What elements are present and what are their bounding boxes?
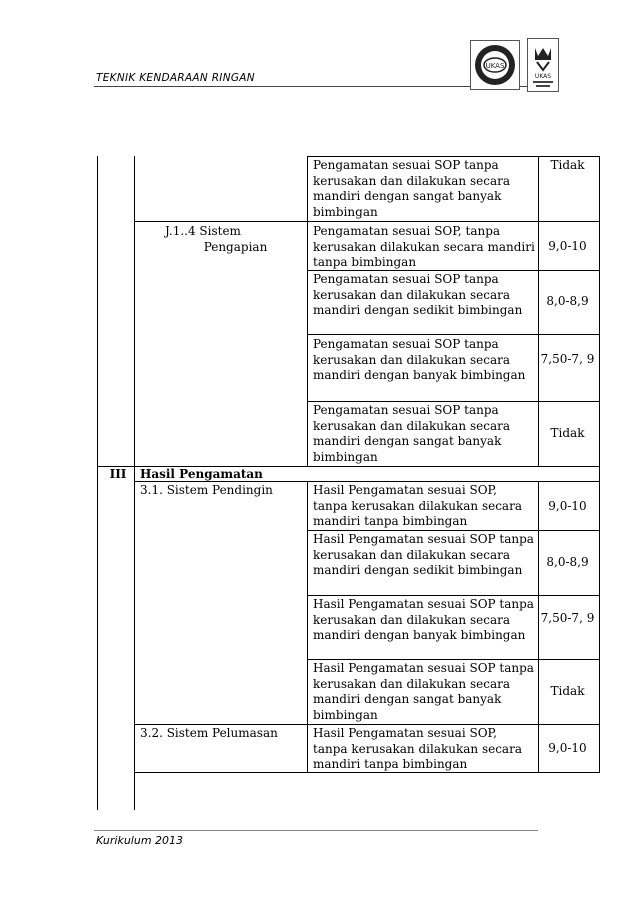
row-line <box>307 334 600 335</box>
score-cell: 8,0-8,9 <box>546 555 589 569</box>
criteria-cell: Hasil Pengamatan sesuai SOP tanpa kerusakan dan dilakukan secara mandiri dengan sangat banyak bimbingan <box>313 661 534 722</box>
subject-cell: J.1..4 Sistem <box>165 224 241 238</box>
col-line-section <box>134 156 135 810</box>
criteria-cell: Pengamatan sesuai SOP tanpa kerusakan dan dilakukan secara mandiri dengan sangat banyak bimbingan <box>313 158 511 219</box>
row-line <box>307 595 600 596</box>
row-line <box>307 401 600 402</box>
col-line-criteria-bottom <box>307 481 308 772</box>
col-line-score-top <box>538 156 539 466</box>
col-line-right <box>599 156 600 772</box>
row-line <box>307 156 600 157</box>
section-number: III <box>109 467 127 481</box>
criteria-cell: Hasil Pengamatan sesuai SOP tanpa kerusakan dan dilakukan secara mandiri dengan sedikit bimbingan <box>313 532 534 577</box>
criteria-cell: Hasil Pengamatan sesuai SOP, tanpa kerusakan dilakukan secara mandiri tanpa bimbingan <box>313 726 522 771</box>
row-line <box>307 530 600 531</box>
ukas-text: UKAS <box>534 73 552 80</box>
seal-text: UKAS <box>485 62 505 70</box>
criteria-cell: Pengamatan sesuai SOP tanpa kerusakan dan dilakukan secara mandiri dengan sedikit bimbingan <box>313 272 523 317</box>
score-cell: Tidak <box>550 684 585 698</box>
col-line-criteria-top <box>307 156 308 466</box>
criteria-cell: Pengamatan sesuai SOP tanpa kerusakan dan dilakukan secara mandiri dengan banyak bimbingan <box>313 337 526 382</box>
footer-text: Kurikulum 2013 <box>96 834 184 847</box>
subject-cell: 3.1. Sistem Pendingin <box>140 483 273 497</box>
section-title: Hasil Pengamatan <box>140 467 263 481</box>
row-line <box>134 724 600 725</box>
criteria-cell: Hasil Pengamatan sesuai SOP, tanpa kerusakan dilakukan secara mandiri tanpa bimbingan <box>313 483 522 528</box>
footer-rule <box>94 830 538 831</box>
criteria-cell: Hasil Pengamatan sesuai SOP tanpa kerusakan dan dilakukan secara mandiri dengan banyak bimbingan <box>313 597 534 642</box>
criteria-cell: Pengamatan sesuai SOP tanpa kerusakan dan dilakukan secara mandiri dengan sangat banyak bimbingan <box>313 403 511 464</box>
score-cell: 9,0-10 <box>548 499 587 513</box>
score-cell: 9,0-10 <box>548 239 587 253</box>
score-cell: Tidak <box>550 158 585 172</box>
score-cell: 7,50-7, 9 <box>540 611 595 625</box>
row-line <box>307 659 600 660</box>
col-line-score-bottom <box>538 481 539 772</box>
score-cell: 8,0-8,9 <box>546 294 589 308</box>
score-cell: Tidak <box>550 426 585 440</box>
subject-cell-continued: Pengapian <box>203 240 268 254</box>
criteria-cell: Pengamatan sesuai SOP, tanpa kerusakan dilakukan secara mandiri tanpa bimbingan <box>313 224 535 269</box>
col-line-outer <box>97 156 98 810</box>
subject-cell: 3.2. Sistem Pelumasan <box>140 726 278 740</box>
header-title: TEKNIK KENDARAAN RINGAN <box>96 72 255 84</box>
row-line <box>134 221 600 222</box>
score-cell: 7,50-7, 9 <box>540 352 595 366</box>
score-cell: 9,0-10 <box>548 741 587 755</box>
